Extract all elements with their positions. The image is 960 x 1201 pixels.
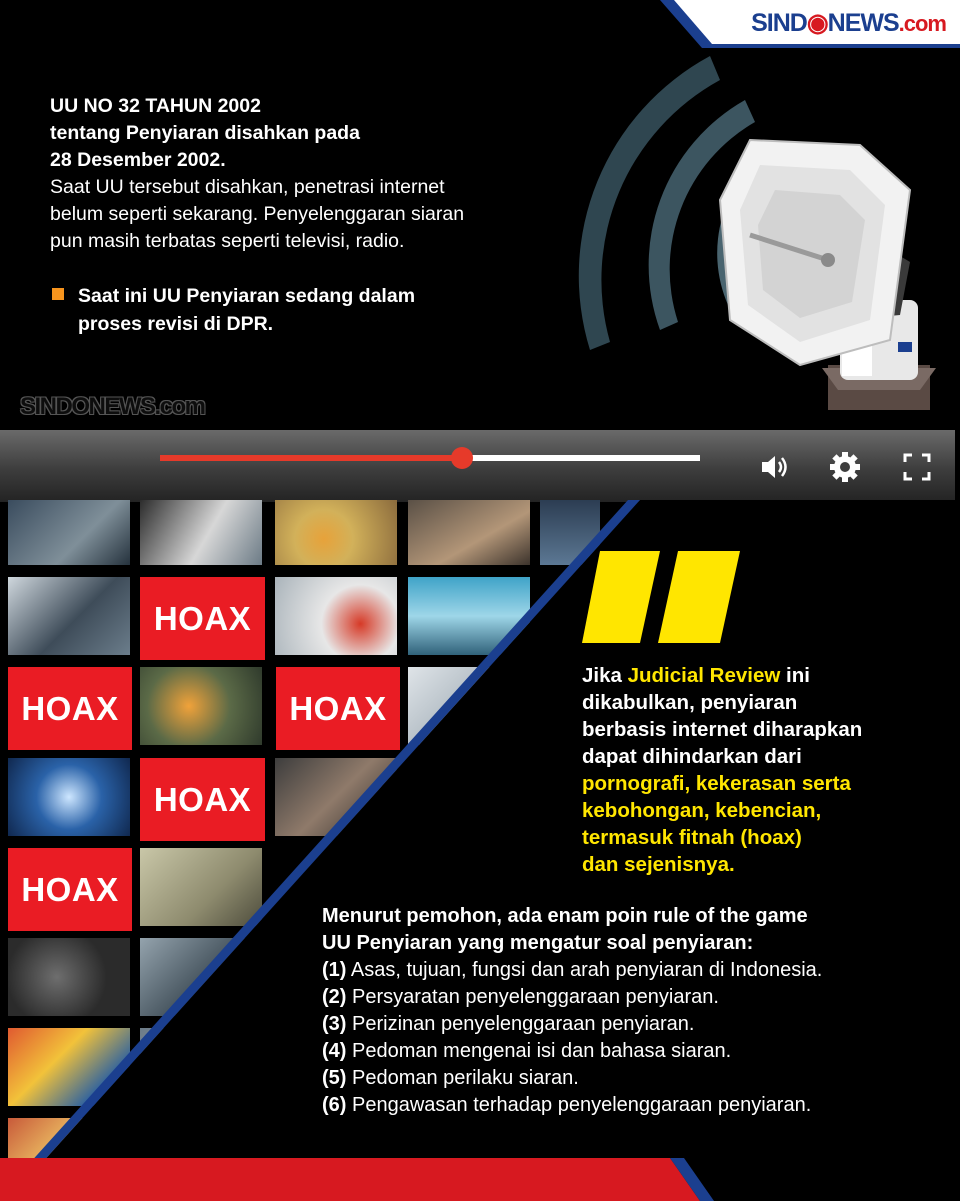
quote-highlight-line: termasuk fitnah (hoax) (582, 826, 802, 849)
quote-line: dapat dihindarkan dari (582, 745, 802, 768)
quote-line: berbasis internet diharapkan (582, 718, 863, 741)
progress-thumb[interactable] (451, 447, 473, 469)
point-item (322, 1038, 942, 1065)
logo-domain: .com (898, 11, 946, 36)
intro-line: pun masih terbatas seperti televisi, radio. (50, 230, 405, 252)
bottom-red-bar (0, 1158, 960, 1201)
intro-bold-line: UU NO 32 TAHUN 2002 (50, 95, 261, 117)
point-text: Pedoman mengenai isi dan bahasa siaran. (346, 1040, 732, 1062)
point-number: (4) (322, 1040, 347, 1062)
sindonews-logo[interactable] (751, 8, 946, 38)
quote-line: dikabulkan, penyiaran (582, 691, 798, 714)
point-text: Pengawasan terhadap penyelenggaraan penyiaran. (346, 1094, 812, 1116)
revision-bullet (52, 282, 518, 338)
progress-fill (160, 455, 462, 461)
logo-globe-icon: ◉ (806, 9, 828, 37)
volume-icon[interactable] (758, 450, 792, 484)
point-item (322, 1065, 942, 1092)
quote-highlight-line: kebohongan, kebencian, (582, 799, 822, 822)
quote-highlight-line: pornografi, kekerasan serta (582, 772, 851, 795)
six-points-list (322, 903, 942, 1119)
logo-text-b: NEWS (827, 9, 899, 37)
point-number: (5) (322, 1067, 347, 1089)
intro-bold-line: 28 Desember 2002. (50, 149, 226, 171)
point-number: (2) (322, 986, 347, 1008)
intro-bold-line: tentang Penyiaran disahkan pada (50, 122, 360, 144)
bullet-square-icon (52, 288, 64, 300)
quote-mark-icon (582, 551, 742, 643)
quote-text: ini (780, 664, 810, 687)
quote-line (582, 662, 932, 689)
judicial-review-quote (582, 662, 932, 878)
hoax-label: HOAX (140, 758, 265, 841)
points-heading: UU Penyiaran yang mengatur soal penyiaran: (322, 932, 754, 954)
point-text: Perizinan penyelenggaraan penyiaran. (346, 1013, 695, 1035)
hoax-label: HOAX (140, 577, 265, 660)
intro-text (50, 93, 550, 255)
point-number: (1) (322, 959, 347, 981)
point-item (322, 1092, 942, 1119)
sindonews-watermark: SINDONEWS.com (20, 393, 205, 420)
point-text: Persyaratan penyelenggaraan penyiaran. (346, 986, 719, 1008)
fullscreen-icon[interactable] (902, 450, 932, 484)
settings-gear-icon[interactable] (828, 450, 862, 484)
hoax-label: HOAX (276, 667, 400, 750)
quote-highlight-line: dan sejenisnya. (582, 853, 735, 876)
points-heading: Menurut pemohon, ada enam poin rule of the game (322, 905, 808, 927)
logo-text-a: SIND (751, 9, 807, 37)
progress-track[interactable] (160, 455, 700, 461)
point-number: (6) (322, 1094, 347, 1116)
point-item (322, 1011, 942, 1038)
satellite-dish-illustration (560, 50, 950, 420)
point-number: (3) (322, 1013, 347, 1035)
point-text: Pedoman perilaku siaran. (346, 1067, 579, 1089)
quote-text: Jika (582, 664, 628, 687)
brand-banner (660, 0, 960, 48)
point-text: Asas, tujuan, fungsi dan arah penyiaran di Indonesia. (346, 959, 823, 981)
quote-highlight: Judicial Review (627, 664, 781, 687)
intro-line: belum seperti sekarang. Penyelenggaran siaran (50, 203, 465, 225)
point-item (322, 957, 942, 984)
point-item (322, 984, 942, 1011)
hoax-label: HOAX (8, 848, 132, 931)
bullet-line: proses revisi di DPR. (78, 313, 274, 335)
video-player-bar (0, 430, 955, 502)
bullet-line: Saat ini UU Penyiaran sedang dalam (78, 285, 416, 307)
intro-line: Saat UU tersebut disahkan, penetrasi internet (50, 176, 445, 198)
hoax-label: HOAX (8, 667, 132, 750)
